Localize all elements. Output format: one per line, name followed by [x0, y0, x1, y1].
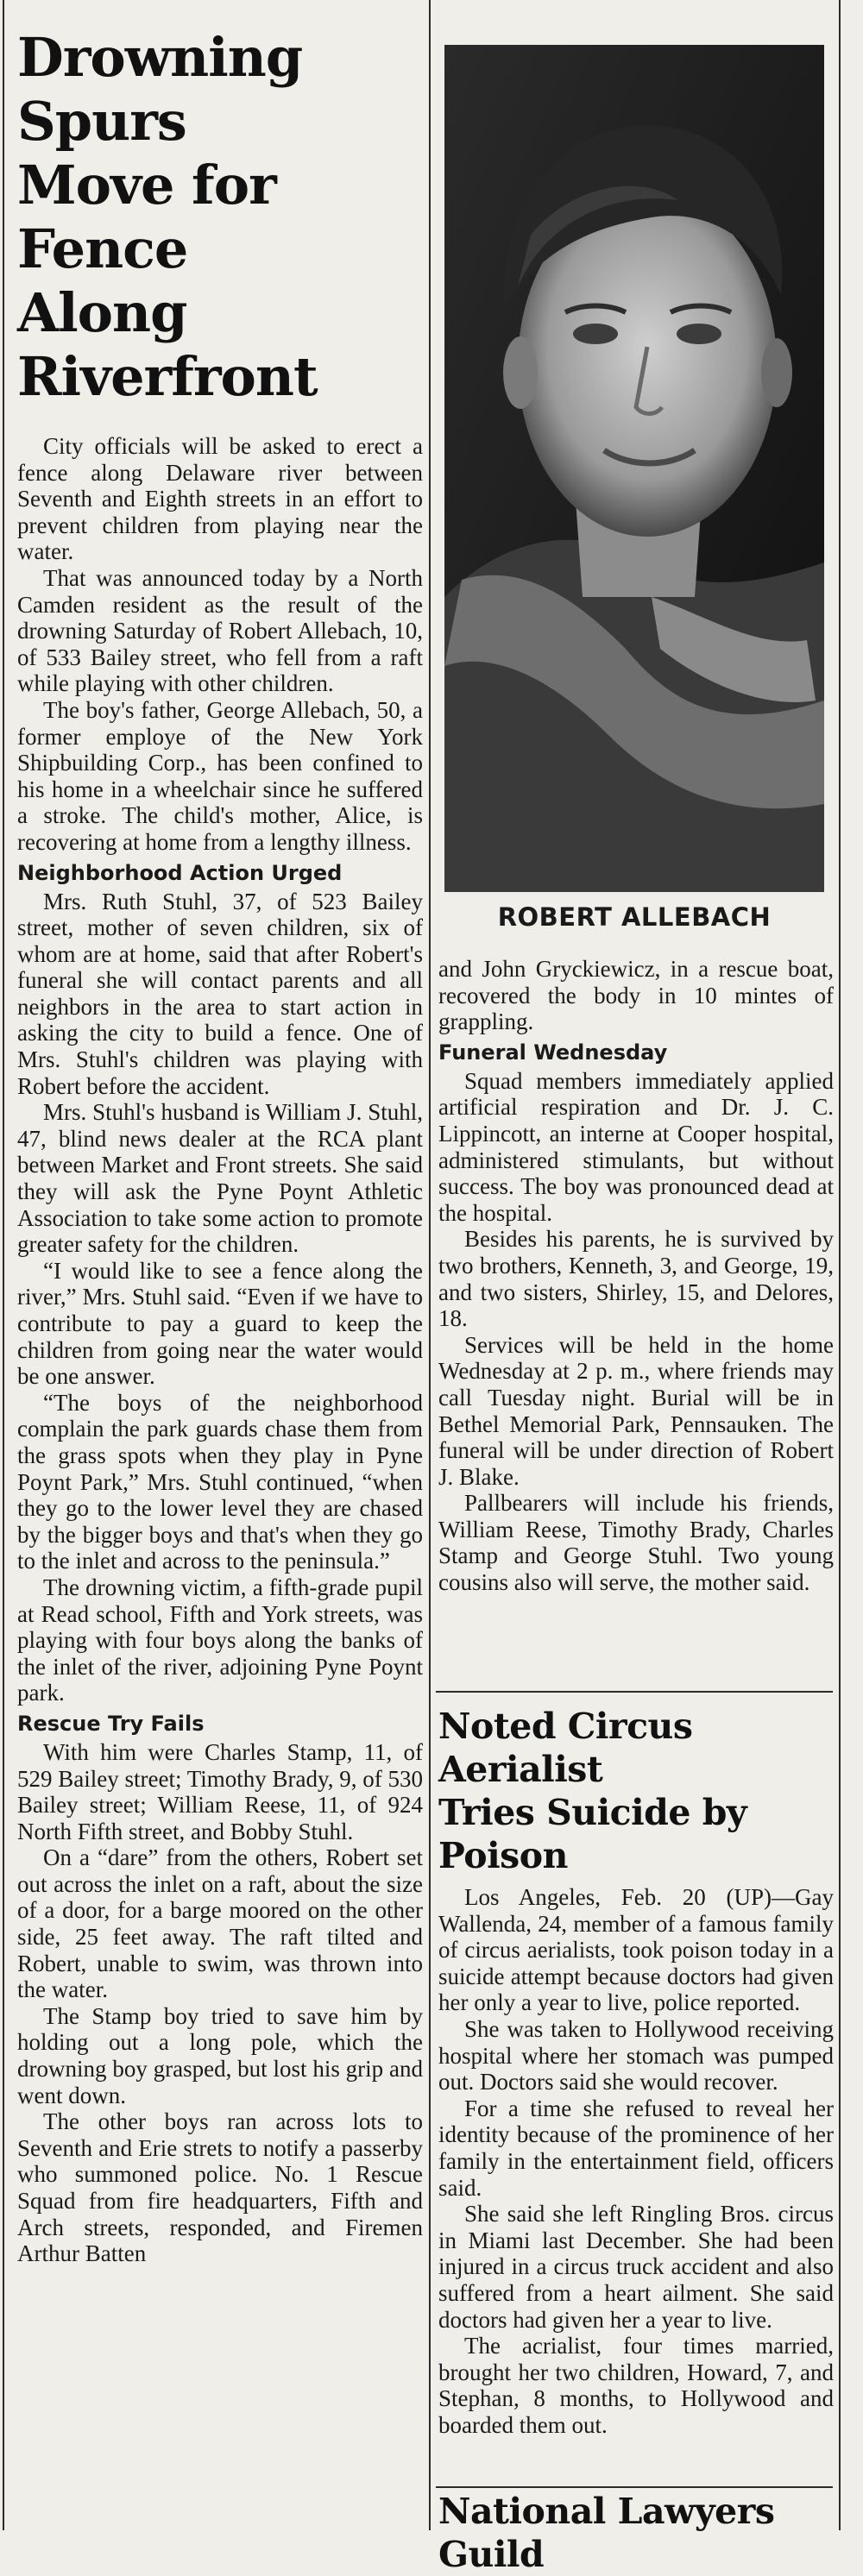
- article-paragraph: “I would like to see a fence along the river,” Mrs. Stuhl said. “Even if we have to contribute to pay a guard to keep the children from going near the water would be one answer.: [17, 1257, 423, 1390]
- subheading: Funeral Wednesday: [438, 1040, 668, 1065]
- article-paragraph: Mrs. Stuhl's husband is William J. Stuhl, 47, blind news dealer at the RCA plant between Market and Front streets. She said they will ask the Pyne Poynt Athletic Association to take some action to promote greater safety for the children.: [17, 1099, 423, 1258]
- article-paragraph: The acrialist, four times married, brought her two children, Howard, 7, and Stephan, 8 months, to Hollywood and boarded them out.: [438, 2333, 834, 2438]
- column-rule-right: [839, 0, 841, 2530]
- lawyers-story: [438, 2490, 834, 2575]
- article-paragraph: The boy's father, George Allebach, 50, a former employe of the New York Shipbuilding Corp., has been confined to his home in a wheelchair since he suffered a stroke. The child's mother, Alice, is recovering at home from a lengthy illness.: [17, 696, 423, 855]
- article-paragraph: She said she left Ringling Bros. circus in Miami last December. She had been injured in a circus truck accident and also suffered from a heart ailment. She said doctors had given her a year to live.: [438, 2201, 834, 2333]
- story-continued-column: [438, 956, 834, 1596]
- article-paragraph: Los Angeles, Feb. 20 (UP)—Gay Wallenda, 24, member of a famous family of circus aerialists, took poison today in a suicide attempt because doctors had given her only a year to live, police reported.: [438, 1884, 834, 2016]
- article-paragraph: Squad members immediately applied artificial respiration and Dr. J. C. Lippincott, an interne at Cooper hospital, administered stimulants, but without success. The boy was pronounced dead at the hospital.: [438, 1067, 834, 1226]
- portrait-photo: [444, 45, 824, 892]
- lawyers-headline: National Lawyers Guild: [438, 2491, 775, 2575]
- article-paragraph: That was announced today by a North Camden resident as the result of the drowning Saturday of Robert Allebach, 10, of 533 Bailey street, who fell from a raft while playing with other children.: [17, 564, 423, 697]
- rule-above-lawyers-story: [436, 2486, 833, 2488]
- article-paragraph: With him were Charles Stamp, 11, of 529 Bailey street; Timothy Brady, 9, of 530 Bailey street; William Reese, 11, of 924 North Fifth street, and Bobby Stuhl.: [17, 1738, 423, 1844]
- article-paragraph: Services will be held in the home Wednesday at 2 p. m., where friends may call Tuesday night. Burial will be in Bethel Memorial Park, Pennsauken. The funeral will be under direction of Robert J. Blake.: [438, 1331, 834, 1490]
- article-paragraph: On a “dare” from the others, Robert set out across the inlet on a raft, about the size of a door, for a barge moored on the other side, 25 feet away. The raft tilted and Robert, unable to swim, was thrown into the water.: [17, 1844, 423, 2003]
- story-left-column: [17, 26, 423, 2267]
- article-paragraph: and John Gryckiewicz, in a rescue boat, recovered the body in 10 mintes of grappling.: [438, 956, 834, 1035]
- article-paragraph: “The boys of the neighborhood complain the park guards chase them from the grass spots when they play in Pyne Poynt Park,” Mrs. Stuhl continued, “when they go to the lower level they are chased by the bigger boys and that's when they go to the inlet and across to the peninsula.”: [17, 1389, 423, 1574]
- article-paragraph: City officials will be asked to erect a fence along Delaware river between Seventh and Eighth streets in an effort to prevent children from playing near the water.: [17, 433, 423, 565]
- article-paragraph: Besides his parents, he is survived by two brothers, Kenneth, 3, and George, 19, and two sisters, Shirley, 15, and Delores, 18.: [438, 1226, 834, 1332]
- subheading: Rescue Try Fails: [17, 1711, 205, 1736]
- portrait-illustration: [444, 45, 824, 892]
- article-paragraph: Mrs. Ruth Stuhl, 37, of 523 Bailey street, mother of seven children, six of whom are at home, said that after Robert's funeral she will contact parents and all neighbors in the area to start action in asking the city to build a fence. One of Mrs. Stuhl's children was playing with Robert before the accident.: [17, 888, 423, 1099]
- headline-line: Tries Suicide by Poison: [438, 1792, 747, 1876]
- story-headline: [17, 26, 423, 409]
- article-paragraph: The Stamp boy tried to save him by holding out a long pole, which the drowning boy grasped, but lost his grip and went down.: [17, 2002, 423, 2108]
- headline-line: Noted Circus Aerialist: [438, 1706, 693, 1790]
- headline-line: Drowning Spurs: [17, 26, 303, 153]
- article-paragraph: She was taken to Hollywood receiving hospital where her stomach was pumped out. Doctors said she would recover.: [438, 2015, 834, 2095]
- article-paragraph: For a time she refused to reveal her identity because of the prominence of her family in the entertainment field, officers said.: [438, 2095, 834, 2201]
- article-paragraph: The other boys ran across lots to Seventh and Erie strets to notify a passerby who summoned police. No. 1 Rescue Squad from fire headquarters, Fifth and Arch streets, responded, and Firemen Arthur Batten: [17, 2108, 423, 2267]
- headline-line: Move for Fence: [17, 154, 276, 280]
- circus-headline: [438, 1705, 834, 1877]
- photo-caption: ROBERT ALLEBACH: [497, 902, 772, 932]
- article-paragraph: The drowning victim, a fifth-grade pupil at Read school, Fifth and York streets, was playing with four boys along the banks of the inlet of the river, adjoining Pyne Poynt park.: [17, 1574, 423, 1706]
- rule-above-circus-story: [436, 1691, 833, 1693]
- column-rule-middle: [429, 0, 431, 2530]
- column-rule-left: [3, 0, 4, 2530]
- article-paragraph: Pallbearers will include his friends, William Reese, Timothy Brady, Charles Stamp and George Stuhl. Two young cousins also will serve, the mother said.: [438, 1490, 834, 1596]
- subheading: Neighborhood Action Urged: [17, 860, 343, 885]
- circus-story: [438, 1705, 834, 2438]
- headline-line: Along Riverfront: [17, 281, 318, 408]
